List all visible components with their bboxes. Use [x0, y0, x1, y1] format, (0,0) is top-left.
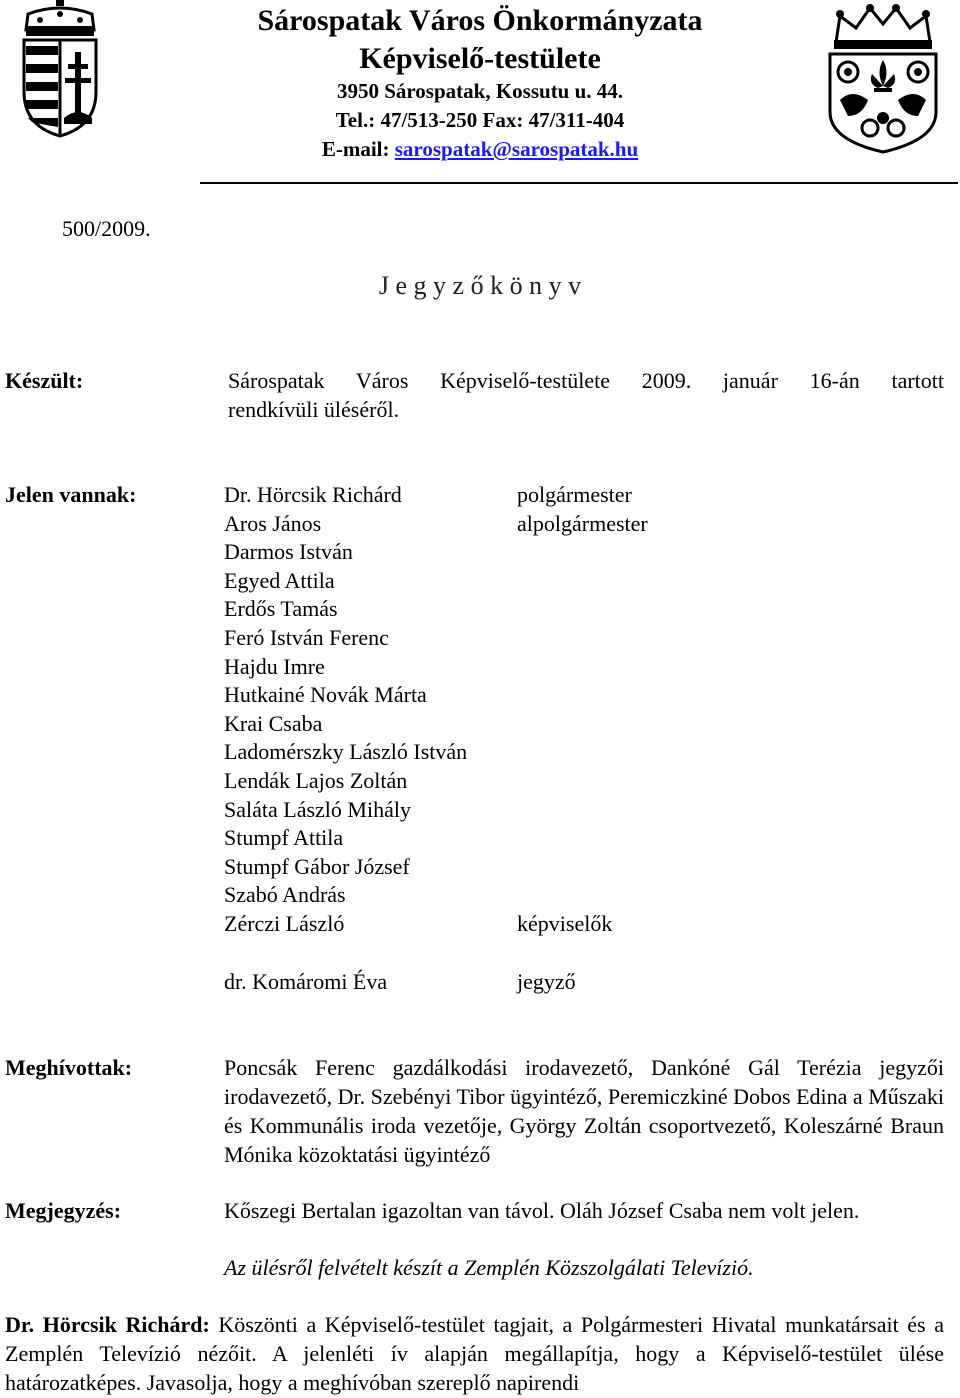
member-name: Dr. Hörcsik Richárd: [224, 482, 402, 507]
meghivottak-text: Poncsák Ferenc gazdálkodási irodavezető, Dankóné Gál Terézia jegyzői irodavezető, Dr. Szebényi Tibor ügyintéző, Peremiczkiné Dobos Edina a Műszaki és Kommunális iroda vezetője, György Zoltán csoportvezető, Koleszárné Braun Mónika közoktatási ügyintéző: [224, 1055, 944, 1167]
member-name: Hutkainé Novák Márta: [224, 682, 427, 707]
notary-name: dr. Komáromi Éva: [224, 969, 388, 994]
keszult-line1: Sárospatak Város Képviselő-testülete 2009. január 16-án tartott: [228, 368, 944, 393]
member-name: Ladomérszky László István: [224, 739, 468, 764]
megjegyzes-label: Megjegyzés:: [5, 1198, 122, 1223]
speech-paragraph: [5, 1310, 944, 1397]
org-name-line1: Sárospatak Város Önkormányzata: [257, 4, 703, 37]
member-name: Stumpf Attila: [224, 825, 344, 850]
email-link[interactable]: sarospatak@sarospatak.hu: [394, 137, 639, 161]
megjegyzes-text: Kőszegi Bertalan igazoltan van távol. Oláh József Csaba nem volt jelen.: [224, 1198, 860, 1223]
member-name: Saláta László Mihály: [224, 797, 411, 822]
member-name: Erdős Tamás: [224, 596, 338, 621]
keszult-line2: rendkívüli üléséről.: [228, 397, 400, 422]
sarospatak-town-crest-icon: [822, 4, 944, 154]
member-role: alpolgármester: [517, 511, 648, 536]
member-name: Krai Csaba: [224, 711, 323, 736]
org-name-line2: Képviselő-testülete: [359, 42, 601, 75]
jelen-label: Jelen vannak:: [5, 482, 137, 507]
member-name: Aros János: [224, 511, 322, 536]
speech-text: Köszönti a Képviselő-testület tagjait, a Polgármesteri Hivatal munkatársait és a Zemplén Televízió nézőit. A jelenléti ív alapján megállapítja, hogy a Képviselő-testület ülése határozatképes. Javasolja, hogy a meghívóban szereplő napirendi: [5, 1312, 944, 1395]
email-label: E-mail:: [321, 137, 395, 161]
notary-role: jegyző: [517, 969, 576, 994]
member-name: Szabó András: [224, 882, 346, 907]
member-name: Zérczi László: [224, 911, 345, 936]
member-name: Darmos István: [224, 539, 353, 564]
recording-note: Az ülésről felvételt készít a Zemplén Közszolgálati Televízió.: [224, 1255, 754, 1280]
member-name: Lendák Lajos Zoltán: [224, 768, 408, 793]
member-name: Feró István Ferenc: [224, 625, 389, 650]
org-phone-fax: Tel.: 47/513-250 Fax: 47/311-404: [335, 108, 625, 132]
member-name: Egyed Attila: [224, 568, 335, 593]
org-email-line: [200, 135, 760, 163]
keszult-label: Készült:: [5, 368, 84, 393]
member-role: képviselők: [517, 911, 613, 936]
header-divider: [200, 182, 958, 184]
org-address: 3950 Sárospatak, Kossutu u. 44.: [336, 79, 624, 103]
meghivottak-label: Meghívottak:: [5, 1055, 133, 1080]
document-title: J e g y z ő k ö n y v: [378, 271, 582, 300]
member-role: polgármester: [517, 482, 632, 507]
member-name: Hajdu Imre: [224, 654, 325, 679]
member-name: Stumpf Gábor József: [224, 854, 410, 879]
hungarian-coat-of-arms-icon: [18, 0, 102, 138]
document-number: 500/2009.: [62, 216, 151, 241]
speaker-name: Dr. Hörcsik Richárd:: [5, 1312, 210, 1337]
